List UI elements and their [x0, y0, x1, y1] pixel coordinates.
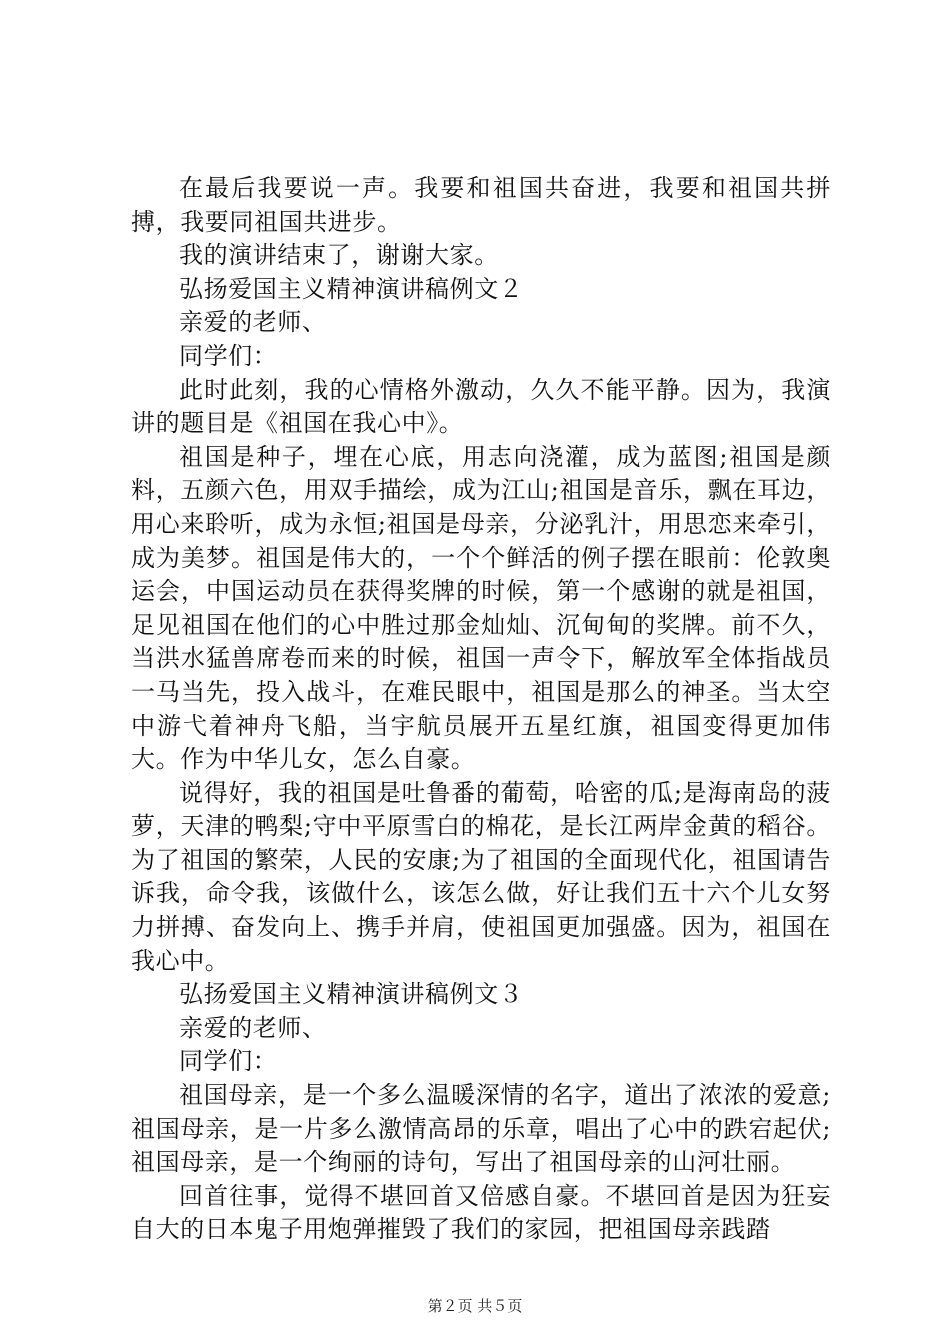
paragraph-closing-remark: 在最后我要说一声。我要和祖国共奋进，我要和祖国共拼搏，我要同祖国共进步。: [131, 174, 831, 236]
document-body: [131, 172, 831, 1247]
section-heading-example-2: 弘扬爱国主义精神演讲稿例文２: [179, 274, 524, 303]
page-number-footer: 第２页 共５页: [427, 1297, 523, 1315]
paragraph-looking-back: 回首往事，觉得不堪回首又倍感自豪。不堪回首是因为狂妄自大的日本鬼子用炮弹摧毁了我们的家园，把祖国母亲践踏: [131, 1181, 831, 1244]
greeting-teachers: 亲爱的老师、: [179, 308, 327, 337]
paragraph-motherland-metaphors: 祖国是种子，埋在心底，用志向浇灌，成为蓝图;祖国是颜料，五颜六色，用双手描绘，成为江山;祖国是音乐，飘在耳边，用心来聆听，成为永恒;祖国是母亲，分泌乳汁，用思恋来牵引，成为美梦。祖国是伟大的，一个个鲜活的例子摆在眼前：伦敦奥运会，中国运动员在获得奖牌的时候，第一个感谢的就是祖国，足见祖国在他们的心中胜过那金灿灿、沉甸甸的奖牌。前不久，当洪水猛兽席卷而来的时候，祖国一声令下，解放军全体指战员一马当先，投入战斗，在难民眼中，祖国是那么的神圣。当太空中游弋着神舟飞船，当宇航员展开五星红旗，祖国变得更加伟大。作为中华儿女，怎么自豪。: [131, 442, 831, 774]
paragraph-motherland-mother: 祖国母亲，是一个多么温暖深情的名字，道出了浓浓的爱意;祖国母亲，是一片多么激情高昂的乐章，唱出了心中的跌宕起伏;祖国母亲，是一个绚丽的诗句，写出了祖国母亲的山河壮丽。: [131, 1081, 831, 1177]
paragraph-motherland-produce: 说得好，我的祖国是吐鲁番的葡萄，哈密的瓜;是海南岛的菠萝，天津的鸭梨;守中平原雪白的棉花，是长江两岸金黄的稻谷。为了祖国的繁荣，人民的安康;为了祖国的全面现代化，祖国请告诉我，命令我，该做什么，该怎么做，好让我们五十六个儿女努力拼搏、奋发向上、携手并肩，使祖国更加强盛。因为，祖国在我心中。: [131, 778, 831, 975]
paragraph-intro: 此时此刻，我的心情格外激动，久久不能平静。因为，我演讲的题目是《祖国在我心中》。: [131, 375, 831, 438]
section-heading-example-3: 弘扬爱国主义精神演讲稿例文３: [179, 980, 524, 1009]
paragraph-speech-end: 我的演讲结束了，谢谢大家。: [179, 241, 499, 270]
greeting-classmates: 同学们：: [179, 341, 278, 370]
greeting-teachers-2: 亲爱的老师、: [179, 1013, 327, 1042]
greeting-classmates-2: 同学们：: [179, 1047, 278, 1076]
